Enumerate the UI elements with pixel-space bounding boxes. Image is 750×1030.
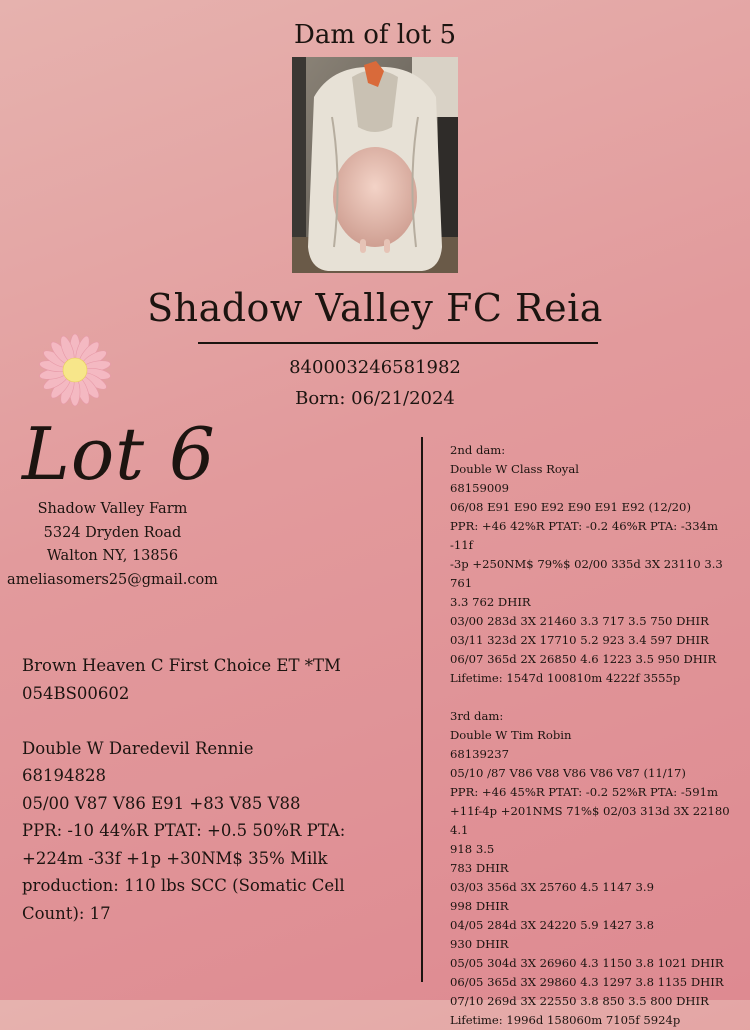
third-dam-id: 68139237 (450, 747, 510, 761)
sire-id: 054BS00602 (22, 683, 130, 703)
lot-number: Lot 6 (22, 412, 216, 496)
farm-email: ameliasomers25@gmail.com (7, 571, 218, 588)
second-dam-line: 06/08 E91 E90 E92 E90 E91 E92 (12/20) (450, 500, 691, 514)
cow-rear-view-image (292, 57, 458, 273)
spacer (22, 707, 402, 735)
third-dam-line: 03/03 356d 3X 25760 4.5 1147 3.9 (450, 880, 654, 894)
sire-name: Brown Heaven C First Choice ET *TM (22, 656, 341, 675)
farm-name: Shadow Valley Farm (37, 501, 188, 517)
third-dam-line: 930 DHIR (450, 937, 509, 951)
second-dam-line: PPR: +46 42%R PTAT: -0.2 46%R PTA: -334m -11f (450, 519, 718, 552)
dam-line: Count): 17 (22, 903, 111, 923)
registration-number: 840003246581982 (289, 357, 461, 378)
dam-id: 68194828 (22, 766, 106, 785)
second-dam-line: 03/11 323d 2X 17710 5.2 923 3.4 597 DHIR (450, 633, 709, 647)
farm-city: Walton NY, 13856 (46, 548, 179, 564)
second-dam-id: 68159009 (450, 481, 510, 495)
dam-line: production: 110 lbs SCC (Somatic Cell (22, 876, 345, 895)
second-dam-name: Double W Class Royal (450, 462, 579, 476)
third-dam-line: 783 DHIR (450, 861, 509, 875)
spacer (450, 688, 742, 707)
page-heading: Dam of lot 5 (293, 20, 457, 50)
second-dam-line: 06/07 365d 2X 26850 4.6 1223 3.5 950 DHIR (450, 652, 717, 666)
dam-line: PPR: -10 44%R PTAT: +0.5 50%R PTA: (22, 821, 346, 840)
third-dam-line: 05/10 /87 V86 V88 V86 V86 V87 (11/17) (450, 766, 686, 780)
third-dam-line: Lifetime: 1996d 158060m 7105f 5924p (450, 1013, 681, 1027)
birth-date: Born: 06/21/2024 (295, 388, 455, 409)
second-dam-line: -3p +250NM$ 79%$ 02/00 335d 3X 23110 3.3 761 (450, 557, 723, 590)
third-dam-line: 06/05 365d 3X 29860 4.3 1297 3.8 1135 DHIR (450, 975, 724, 989)
dam-name: Double W Daredevil Rennie (22, 738, 254, 758)
third-dam-line: 05/05 304d 3X 26960 4.3 1150 3.8 1021 DHIR (450, 956, 724, 970)
farm-address: 5324 Dryden Road (43, 524, 182, 541)
second-dam-line: Lifetime: 1547d 100810m 4222f 3555p (450, 671, 681, 685)
dam-line: 05/00 V87 V86 E91 +83 V85 V88 (22, 793, 301, 813)
pedigree-left (22, 652, 402, 927)
third-dam-line: PPR: +46 45%R PTAT: -0.2 52%R PTA: -591m (450, 785, 718, 799)
third-dam-line: 998 DHIR (450, 899, 509, 913)
daisy-icon (38, 333, 112, 407)
second-dam-line: 03/00 283d 3X 21460 3.3 717 3.5 750 DHIR (450, 614, 709, 628)
third-dam-name: Double W Tim Robin (450, 728, 572, 742)
animal-name: Shadow Valley FC Reia (147, 286, 603, 330)
second-dam-line: 3.3 762 DHIR (450, 595, 531, 609)
column-divider (421, 437, 423, 982)
farm-info (0, 498, 225, 592)
third-dam-label: 3rd dam: (450, 709, 504, 723)
third-dam-line: 918 3.5 (450, 842, 495, 856)
title-underline (198, 342, 598, 344)
third-dam-line: +11f-4p +201NMS 71%$ 02/03 313d 3X 22180 4.1 (450, 804, 730, 837)
third-dam-line: 07/10 269d 3X 22550 3.8 850 3.5 800 DHIR (450, 994, 709, 1008)
third-dam-line: 04/05 284d 3X 24220 5.9 1427 3.8 (450, 918, 654, 932)
cow-photo (292, 57, 458, 273)
second-dam-label: 2nd dam: (450, 443, 506, 457)
pedigree-right (450, 441, 742, 1030)
dam-line: +224m -33f +1p +30NM$ 35% Milk (22, 848, 328, 868)
